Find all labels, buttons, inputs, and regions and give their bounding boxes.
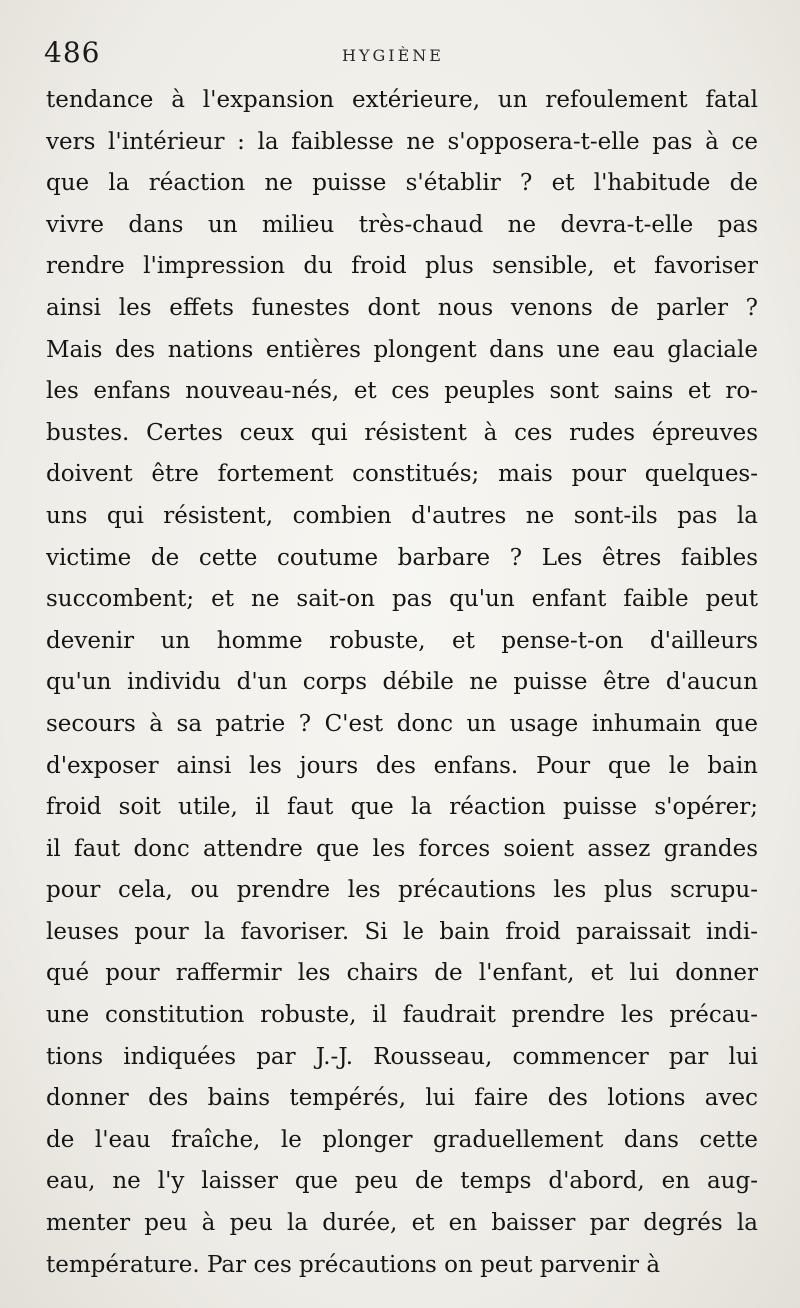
text-line: vers l'intérieur : la faiblesse ne s'opposera-t-elle pas à ce bbox=[46, 128, 758, 155]
text-line: d'exposer ainsi les jours des enfans. Pour que le bain bbox=[46, 752, 758, 779]
page-header bbox=[44, 36, 764, 76]
text-line: les enfans nouveau-nés, et ces peuples sont sains et ro- bbox=[46, 378, 758, 405]
text-line: pour cela, ou prendre les précautions les plus scrupu- bbox=[46, 877, 758, 904]
text-line: succombent; et ne sait-on pas qu'un enfant faible peut bbox=[46, 586, 758, 613]
text-line: froid soit utile, il faut que la réaction puisse s'opérer; bbox=[46, 794, 758, 821]
body-text bbox=[46, 80, 758, 1286]
text-line: qu'un individu d'un corps débile ne puisse être d'aucun bbox=[46, 669, 758, 696]
text-line: une constitution robuste, il faudrait prendre les précau- bbox=[46, 1002, 758, 1029]
text-line: eau, ne l'y laisser que peu de temps d'abord, en aug- bbox=[46, 1168, 758, 1195]
text-line: donner des bains tempérés, lui faire des lotions avec bbox=[46, 1085, 758, 1112]
text-line: rendre l'impression du froid plus sensible, et favoriser bbox=[46, 253, 758, 280]
running-head: HYGIÈNE bbox=[342, 46, 444, 65]
text-line: de l'eau fraîche, le plonger graduellement dans cette bbox=[46, 1126, 758, 1153]
text-line: tendance à l'expansion extérieure, un refoulement fatal bbox=[46, 87, 758, 113]
text-line: ainsi les effets funestes dont nous venons de parler ? bbox=[46, 294, 758, 321]
text-line: menter peu à peu la durée, et en baisser par degrés la bbox=[46, 1210, 758, 1237]
text-line: que la réaction ne puisse s'établir ? et l'habitude de bbox=[46, 170, 758, 197]
text-line: qué pour raffermir les chairs de l'enfant, et lui donner bbox=[46, 960, 758, 987]
page-number: 486 bbox=[44, 36, 101, 69]
text-line: secours à sa patrie ? C'est donc un usage inhumain que bbox=[46, 710, 758, 737]
text-line: vivre dans un milieu très-chaud ne devra-t-elle pas bbox=[46, 211, 758, 238]
text-line: victime de cette coutume barbare ? Les êtres faibles bbox=[46, 544, 758, 571]
text-line: il faut donc attendre que les forces soient assez grandes bbox=[46, 835, 758, 862]
text-line: tions indiquées par J.-J. Rousseau, commencer par lui bbox=[46, 1043, 758, 1070]
text-line: uns qui résistent, combien d'autres ne sont-ils pas la bbox=[46, 502, 758, 529]
text-line: devenir un homme robuste, et pense-t-on d'ailleurs bbox=[46, 627, 758, 654]
text-line: doivent être fortement constitués; mais pour quelques- bbox=[46, 461, 758, 488]
text-line: Mais des nations entières plongent dans une eau glaciale bbox=[46, 336, 758, 363]
text-line: température. Par ces précautions on peut parvenir à bbox=[46, 1251, 661, 1278]
text-line: leuses pour la favoriser. Si le bain froid paraissait indi- bbox=[46, 918, 758, 945]
text-line: bustes. Certes ceux qui résistent à ces rudes épreuves bbox=[46, 419, 758, 446]
